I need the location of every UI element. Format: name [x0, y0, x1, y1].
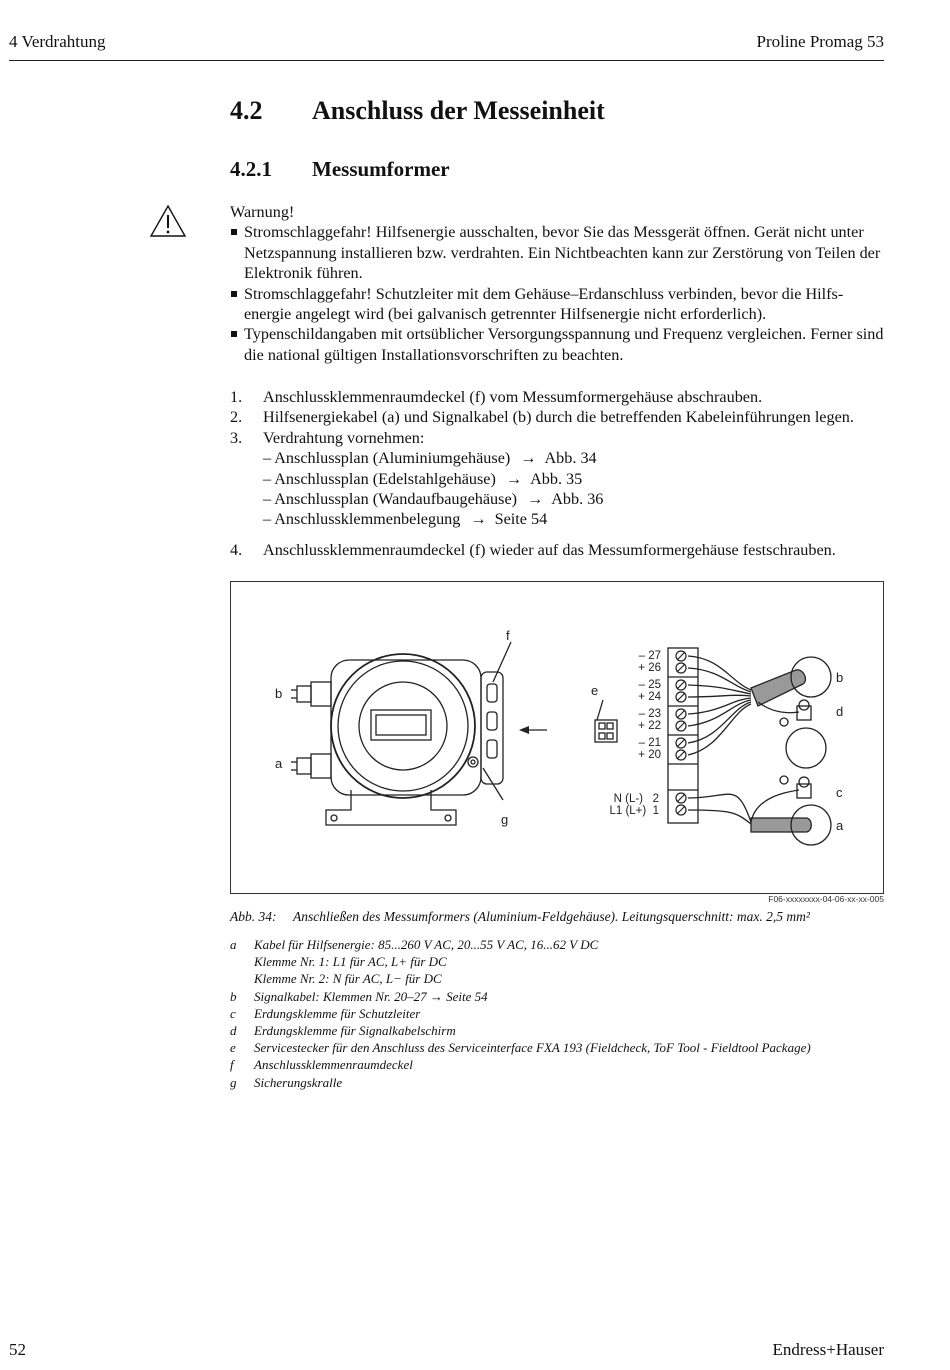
terminal-label: + 20	[638, 749, 661, 761]
label-a: a	[836, 818, 844, 833]
label-g: g	[501, 812, 509, 827]
label-c: c	[836, 785, 843, 800]
legend-item: g Sicherungskralle	[230, 1074, 343, 1090]
running-header-chapter: 4 Verdrahtung	[9, 32, 106, 51]
terminal-label: + 22	[638, 720, 661, 732]
section-heading	[230, 96, 605, 126]
terminal-label: – 27	[638, 650, 661, 662]
warning-triangle-icon	[149, 204, 187, 243]
caption-text: Anschließen des Messumformers (Aluminium-Feldgehäuse). Leitungsquerschnitt: max. 2,5 mm²	[293, 909, 810, 924]
power-terminal-label: L1 (L+) 1	[609, 805, 659, 817]
step-item: 3. Verdrahtung vornehmen:	[230, 428, 425, 447]
label-e: e	[591, 683, 599, 698]
header-rule	[9, 60, 884, 61]
page-number: 52	[9, 1340, 26, 1359]
terminal-label: – 25	[638, 679, 661, 691]
terminal-label: – 21	[638, 737, 661, 749]
warning-item: Stromschlaggefahr! Hilfsenergie ausschalten, bevor Sie das Messgerät öffnen. Gerät nicht unter Netzspannung installieren bzw. verdrahten. Ein Nichtbeachten kann zur Zerstörung von Teilen der Elektronik führen.	[230, 222, 890, 283]
label-b-left: b	[275, 686, 283, 701]
figure-code: F06-xxxxxxxx-04-06-xx-xx-005	[768, 894, 884, 904]
cross-reference-link[interactable]: Abb. 35	[530, 469, 583, 488]
subsection-heading	[230, 157, 450, 182]
step-item: 2. Hilfsenergiekabel (a) und Signalkabel (b) durch die betreffenden Kabeleinführungen legen.	[230, 408, 854, 427]
substep-item: – Anschlussplan (Aluminiumgehäuse) → Abb. 34	[263, 449, 597, 468]
brand-name: Endress+Hauser	[772, 1340, 884, 1359]
cross-reference-link[interactable]: Abb. 34	[544, 449, 597, 468]
warning-item: Typenschildangaben mit ortsüblicher Versorgungsspannung und Frequenz vergleichen. Ferner sind die national gültigen Installationsvorschriften zu beachten.	[230, 324, 890, 365]
label-f: f	[506, 628, 510, 643]
step-item: 4. Anschlussklemmenraumdeckel (f) wieder auf das Messumformergehäuse festschrauben.	[230, 540, 836, 559]
substep-item: – Anschlussplan (Edelstahlgehäuse) → Abb. 35	[263, 469, 583, 488]
step-item: 1. Anschlussklemmenraumdeckel (f) vom Messumformergehäuse abschrauben.	[230, 388, 763, 406]
cross-reference-link[interactable]: Abb. 36	[551, 490, 604, 509]
running-header-product: Proline Promag 53	[756, 32, 884, 51]
terminal-label: – 23	[638, 708, 661, 720]
section-title: Anschluss der Messeinheit	[312, 96, 605, 125]
label-b: b	[836, 670, 844, 685]
legend-item: d Erdungsklemme für Signalkabelschirm	[230, 1023, 456, 1039]
legend-item: f Anschlussklemmenraumdeckel	[230, 1057, 413, 1073]
section-number: 4.2	[230, 96, 263, 125]
caption-label: Abb. 34:	[230, 909, 277, 924]
substep-item: – Anschlussplan (Wandaufbaugehäuse) → Abb. 36	[263, 490, 604, 509]
subsection-number: 4.2.1	[230, 157, 272, 181]
procedure-steps	[230, 387, 890, 560]
warning-block	[230, 202, 890, 365]
power-terminal-label: N (L-) 2	[613, 793, 659, 805]
label-d: d	[836, 704, 844, 719]
terminal-label: + 26	[638, 662, 661, 674]
legend-item: b Signalkabel: Klemmen Nr. 20–27 → Seite 54	[230, 988, 488, 1004]
wiring-diagram	[231, 582, 883, 893]
wiring-diagram-figure	[230, 581, 884, 894]
substep-item: – Anschlussklemmenbelegung → Seite 54	[263, 510, 548, 529]
legend-item: c Erdungsklemme für Schutzleiter	[230, 1005, 421, 1021]
label-a-left: a	[275, 756, 283, 771]
warning-item: Stromschlaggefahr! Schutzleiter mit dem Gehäuse–Erdanschluss verbinden, bevor die Hilfs-energie angelegt wird (bei galvanisch getrennter Hilfsenergie nicht erforderlich).	[230, 284, 890, 325]
warning-title: Warnung!	[230, 203, 295, 221]
subsection-title: Messumformer	[312, 157, 450, 181]
cross-reference-link[interactable]: Seite 54	[494, 510, 548, 529]
terminal-label: + 24	[638, 691, 661, 703]
legend-item: e Servicestecker für den Anschluss des Serviceinterface FXA 193 (Fieldcheck, ToF Tool - Fieldtool Package)	[230, 1040, 811, 1056]
figure-legend	[230, 936, 870, 1091]
legend-item: a Kabel für Hilfsenergie: 85...260 V AC, 20...55 V AC, 16...62 V DC Klemme Nr. 1: L1 für AC, L+ für DC Klemme Nr. 2: N für AC, L− für DC	[230, 937, 599, 987]
figure-caption	[230, 909, 870, 925]
